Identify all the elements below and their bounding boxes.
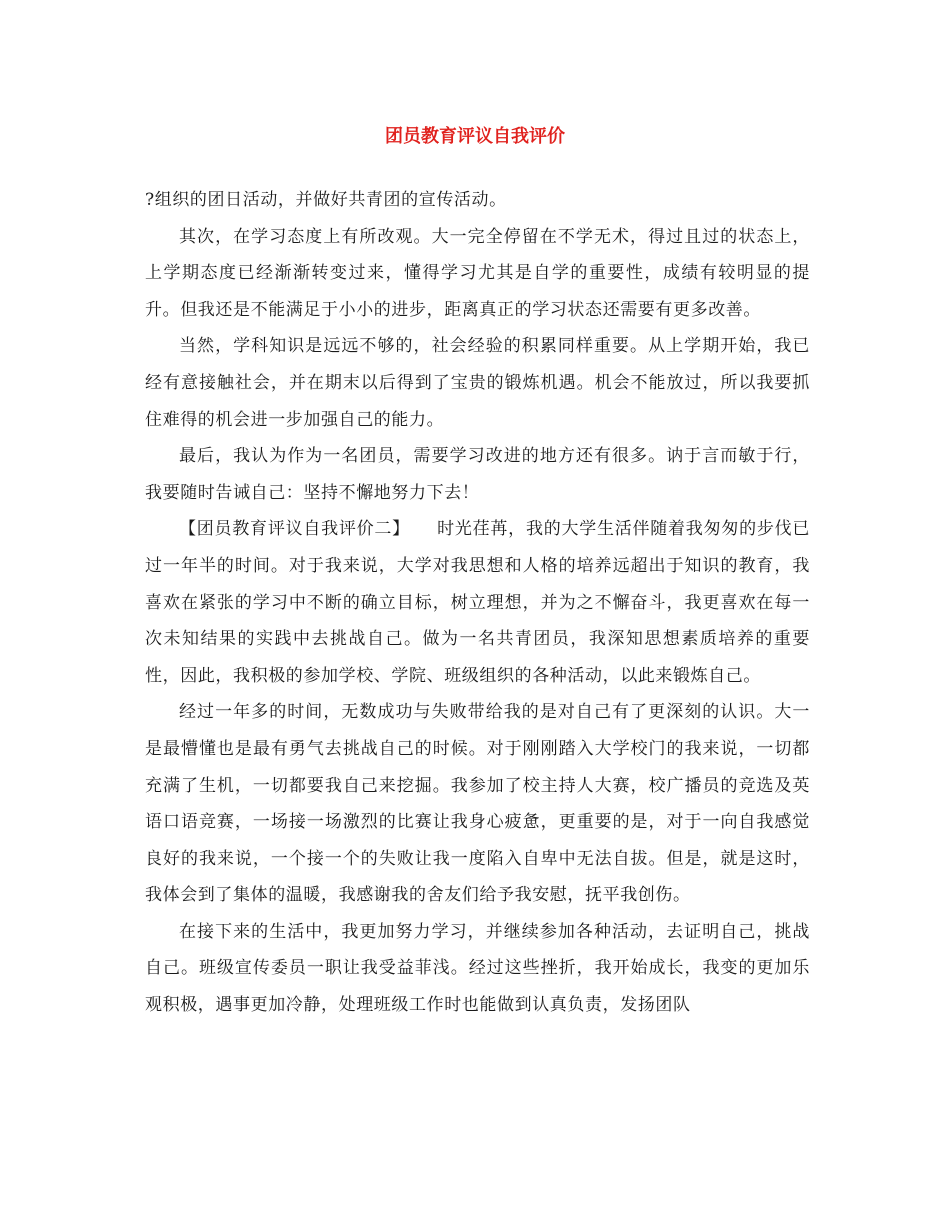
document-body [145, 182, 810, 1024]
paragraph-study-attitude: 其次，在学习态度上有所改观。大一完全停留在不学无术，得过且过的状态上，上学期态度已经渐渐转变过来，懂得学习尤其是自学的重要性，成绩有较明显的提升。但我还是不能满足于小小的进步，距离真正的学习状态还需要有更多改善。 [145, 226, 810, 320]
section-two-heading: 【团员教育评议自我评价二】 [179, 519, 410, 540]
section-two-intro-text: 时光荏苒，我的大学生活伴随着我匆匆的步伐已过一年半的时间。对于我来说，大学对我思想和人格的培养远超出于知识的教育，我喜欢在紧张的学习中不断的确立目标，树立理想，并为之不懈奋斗，我更喜欢在每一次未知结果的实践中去挑战自己。做为一名共青团员，我深知思想素质培养的重要性，因此，我积极的参加学校、学院、班级组织的各种活动，以此来锻炼自己。 [145, 519, 810, 686]
paragraph-continuation: ?组织的团日活动，并做好共青团的宣传活动。 [145, 190, 507, 210]
document-title: 团员教育评议自我评价 [385, 126, 565, 147]
paragraph-section-two-intro [145, 511, 810, 694]
paragraph-social-experience: 当然，学科知识是远远不够的，社会经验的积累同样重要。从上学期开始，我已经有意接触社会，并在期末以后得到了宝贵的锻炼机遇。机会不能放过，所以我要抓住难得的机会进一步加强自己的能力。 [145, 336, 810, 430]
paragraph-growth: 在接下来的生活中，我更加努力学习，并继续参加各种活动，去证明自己，挑战自己。班级宣传委员一职让我受益菲浅。经过这些挫折，我开始成长，我变的更加乐观积极，遇事更加冷静，处理班级工作时也能做到认真负责，发扬团队 [145, 921, 810, 1016]
paragraph-conclusion: 最后，我认为作为一名团员，需要学习改进的地方还有很多。讷于言而敏于行，我要随时告诫自己：坚持不懈地努力下去！ [145, 446, 810, 503]
paragraph-first-year: 经过一年多的时间，无数成功与失败带给我的是对自己有了更深刻的认识。大一是最懵懂也是最有勇气去挑战自己的时候。对于刚刚踏入大学校门的我来说，一切都充满了生机，一切都要我自己来挖掘。我参加了校主持人大赛，校广播员的竞选及英语口语竞赛，一场接一场激烈的比赛让我身心疲惫，更重要的是，对于一向自我感觉良好的我来说，一个接一个的失败让我一度陷入自卑中无法自拔。但是，就是这时，我体会到了集体的温暖，我感谢我的舍友们给予我安慰，抚平我创伤。 [145, 702, 810, 906]
